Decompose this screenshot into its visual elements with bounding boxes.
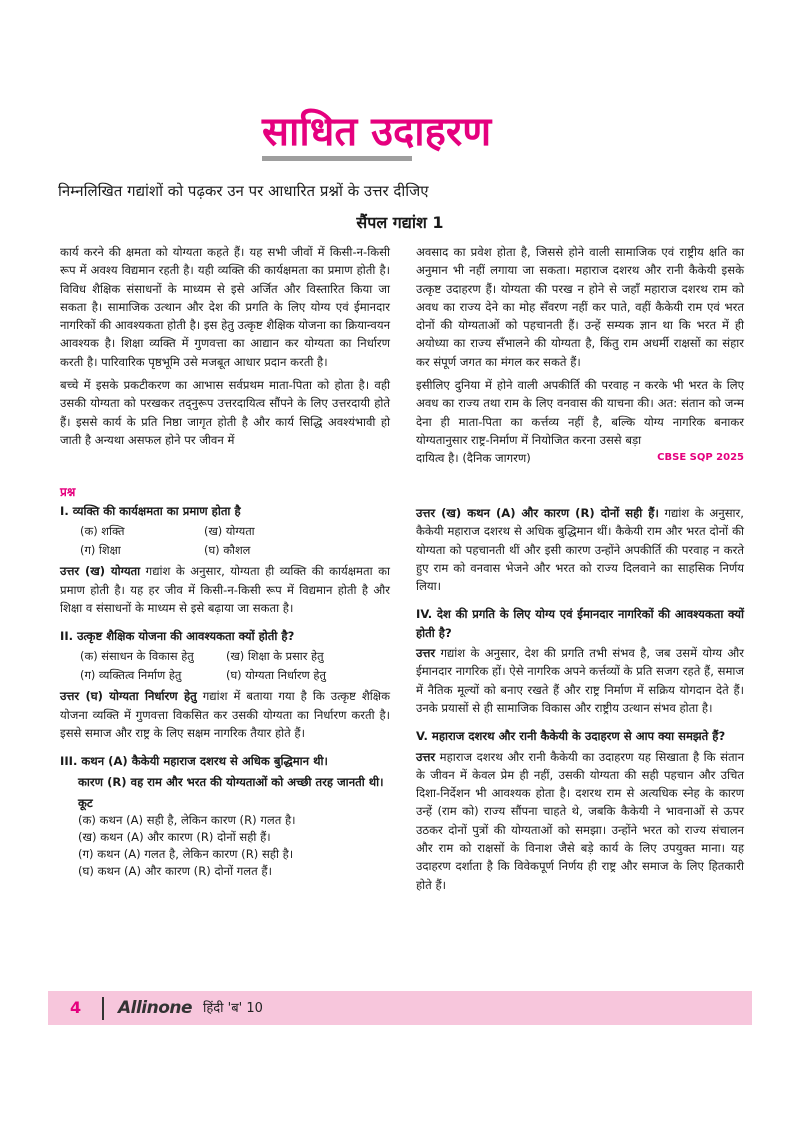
- answer-label: उत्तर (घ) योग्यता निर्धारण हेतु: [60, 689, 197, 704]
- brand-logo: Allinone: [118, 998, 193, 1018]
- option: (घ) योग्यता निर्धारण हेतु: [226, 668, 326, 683]
- kut-label: कूट: [78, 795, 93, 810]
- question-1-title: I. व्यक्ति की कार्यक्षमता का प्रमाण होता है: [60, 504, 241, 518]
- option: (घ) कौशल: [204, 543, 251, 558]
- answer-text: गद्यांश में बताया गया है कि उत्कृष्ट शैक्षिक योजना व्यक्ति में गुणवत्ता विकसित कर उसकी योग्यता का निर्धारण करती है। इससे समाज और राष्ट्र के लिए सक्षम नागरिक तैयार होते हैं।: [60, 689, 390, 741]
- answer-text: गद्यांश के अनुसार, देश की प्रगति तभी संभव है, जब उसमें योग्य और ईमानदार नागरिक हों। ऐसे नागरिक अपने कर्त्तव्यों के प्रति सजग रहते हैं, समाज में नैतिक मूल्यों को बनाए रखते हैं और राष्ट्र निर्माण में सक्रिय योगदान देते हैं। उनके प्रयासों से ही सामाजिक विकास और राष्ट्रीय उत्थान संभव होता है।: [416, 646, 744, 715]
- option: (ख) शिक्षा के प्रसार हेतु: [226, 649, 324, 664]
- question-1-options: [80, 522, 390, 560]
- book-title: हिंदी 'ब' 10: [203, 1001, 263, 1016]
- answer-label: उत्तर: [416, 646, 436, 661]
- question-2-answer: [60, 687, 390, 742]
- question-4-answer: [416, 644, 744, 717]
- passage-source-line: [416, 449, 744, 467]
- question-1-answer: [60, 562, 390, 617]
- passage-last-line: दायित्व है। (दैनिक जागरण): [416, 451, 531, 466]
- option: (घ) कथन (A) और कारण (R) दोनों गलत हैं।: [78, 864, 272, 879]
- passage-paragraph: कार्य करने की क्षमता को योग्यता कहते हैं। यह सभी जीवों में किसी-न-किसी रूप में अवश्य विद्यमान रहती है। यही व्यक्ति की कार्यक्षमता का प्रमाण होती है। विविध शैक्षिक संसाधनों के माध्यम से इसे अर्जित और विस्तारित किया जा सकता है। सामाजिक उत्थान और देश की प्रगति के लिए योग्य एवं ईमानदार नागरिकों की आवश्यकता होती है। इस हेतु उत्कृष्ट शैक्षिक योजना का क्रियान्वयन आवश्यक है। शिक्षा व्यक्ति में गुणवत्ता का आद्यान कर योग्यता का निर्धारण करती है। पारिवारिक पृष्ठभूमि उसे मजबूत आधार प्रदान करती है।: [60, 245, 390, 369]
- passage-paragraph: अवसाद का प्रवेश होता है, जिससे होने वाली सामाजिक एवं राष्ट्रीय क्षति का अनुमान भी नहीं लगाया जा सकता। महाराज दशरथ और रानी कैकेयी इसके उत्कृष्ट उदाहरण हैं। योग्यता की परख न होने से जहाँ महाराज दशरथ राम को अवध का राज्य देने का मोह सँवरण नहीं कर पाते, वहीं कैकेयी राम एवं भरत दोनों की योग्यताओं को पहचानती हैं। उन्हें सम्यक ज्ञान था कि भरत में ही अयोध्या का राज्य सँभालने की योग्यता है, किंतु राम अधर्मी राक्षसों का संहार कर संपूर्ण जगत का मंगल कर सकते हैं।: [416, 245, 744, 369]
- passage-paragraph: बच्चे में इसके प्रकटीकरण का आभास सर्वप्रथम माता-पिता को होता है। वही उसकी योग्यता को परखकर तद्नुरूप उत्तरदायित्व सौंपने के लिए उत्तरदायी होते हैं। इससे कार्य के प्रति निष्ठा जागृत होती है और कार्य सिद्धि अवश्यंभावी हो जाती है अन्यथा असफल होने पर जीवन में: [60, 378, 390, 447]
- source-tag: CBSE SQP 2025: [657, 452, 744, 464]
- option: (ग) शिक्षा: [80, 543, 121, 558]
- title-underline: [262, 156, 412, 161]
- passage-right-column: [416, 243, 744, 468]
- question-5-answer: [416, 748, 744, 894]
- page-title: साधित उदाहरण: [262, 109, 492, 155]
- option: (क) कथन (A) सही है, लेकिन कारण (R) गलत है।: [78, 813, 296, 828]
- question-3-reason: कारण (R) वह राम और भरत की योग्यताओं को अच्छी तरह जानती थी।: [78, 774, 384, 789]
- question-3-title: III. कथन (A) कैकेयी महाराज दशरथ से अधिक बुद्धिमान थी।: [60, 754, 328, 769]
- answer-text: गद्यांश के अनुसार, कैकेयी महाराज दशरथ से अधिक बुद्धिमान थीं। कैकेयी राम और भरत दोनों की योग्यता को पहचानती थीं और इसी कारण उन्होंने अपकीर्ति की परवाह न करते हुए राम को वनवास भेजने और भरत को राज्य दिलवाने का साहसिक निर्णय लिया।: [416, 506, 744, 594]
- passage-paragraph: इसीलिए दुनिया में होने वाली अपकीर्ति की परवाह न करके भी भरत के लिए अवध का राज्य तथा राम के लिए वनवास की याचना की। अत: संतान को जन्म देना ही माता-पिता का कर्त्तव्य नहीं है, बल्कि योग्य नागरिक बनाकर योग्यतानुसार राष्ट्र-निर्माण में नियोजित करना उससे बड़ा: [416, 378, 744, 447]
- footer-divider: [102, 997, 104, 1020]
- answer-label: उत्तर (ख) कथन (A) और कारण (R) दोनों सही हैं।: [416, 506, 659, 520]
- question-2-title: II. उत्कृष्ट शैक्षिक योजना की आवश्यकता क्यों होती है?: [60, 629, 295, 644]
- answer-text: महाराज दशरथ और रानी कैकेयी का उदाहरण यह सिखाता है कि संतान के जीवन में केवल प्रेम ही नहीं, उसकी योग्यता की सही पहचान और उचित दिशा-निर्देशन भी आवश्यक होता है। दशरथ राम से अत्यधिक स्नेह के कारण उन्हें (राम को) राज्य सौंपना चाहते थे, जबकि कैकेयी ने भावनाओं से ऊपर उठकर दोनों पुत्रों की योग्यताओं को समझा। उन्होंने भरत को राज्य संचालन और राम को राक्षसों के विनाश जैसे बड़े कार्य के लिए उपयुक्त माना। यह उदाहरण दर्शाता है कि विवेकपूर्ण निर्णय ही राष्ट्र और समाज के लिए हितकारी होते हैं।: [416, 749, 744, 892]
- option: (ग) कथन (A) गलत है, लेकिन कारण (R) सही है।: [78, 847, 294, 862]
- answer-label: उत्तर: [416, 749, 436, 764]
- question-5-title: V. महाराज दशरथ और रानी कैकेयी के उदाहरण से आप क्या समझते हैं?: [416, 729, 726, 744]
- option: (क) संसाधन के विकास हेतु: [80, 649, 194, 664]
- page-number: 4: [70, 998, 82, 1017]
- question-3-answer: [416, 504, 744, 595]
- question-2-options: [80, 647, 390, 685]
- option: (क) शक्ति: [80, 524, 125, 539]
- passage-subtitle: सैंपल गद्यांश 1: [356, 213, 444, 232]
- passage-left-column: [60, 243, 390, 454]
- questions-right-column: [416, 502, 744, 904]
- questions-left-column: [60, 502, 390, 880]
- option: (ख) योग्यता: [204, 524, 255, 539]
- question-4-title: IV. देश की प्रगति के लिए योग्य एवं ईमानदार नागरिकों की आवश्यकता क्यों होती है?: [416, 607, 744, 640]
- option: (ख) कथन (A) और कारण (R) दोनों सही हैं।: [78, 830, 271, 845]
- questions-heading: प्रश्न: [60, 485, 76, 499]
- answer-label: उत्तर (ख) योग्यता: [60, 564, 141, 579]
- option: (ग) व्यक्तित्व निर्माण हेतु: [80, 668, 182, 683]
- question-3-options: [78, 812, 390, 880]
- instruction-text: निम्नलिखित गद्यांशों को पढ़कर उन पर आधारित प्रश्नों के उत्तर दीजिए: [58, 182, 429, 200]
- answer-text: गद्यांश के अनुसार, योग्यता ही व्यक्ति की कार्यक्षमता का प्रमाण होती है। यह हर जीव में किसी-न-किसी रूप में विद्यमान होती है और शिक्षा व संसाधनों के माध्यम से इसे बढ़ाया जा सकता है।: [60, 564, 390, 615]
